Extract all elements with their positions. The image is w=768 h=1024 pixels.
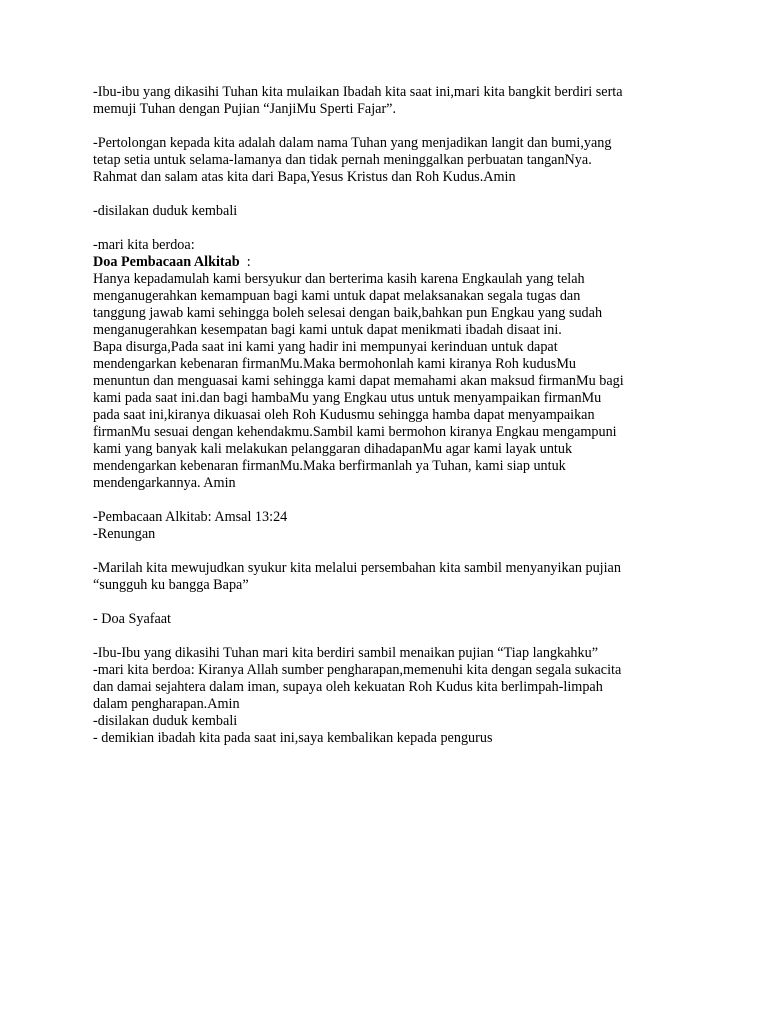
text-line: menganugerahkan kemampuan bagi kami untuk dapat melaksanakan segala tugas dan [93,288,581,304]
text-line: -Pembacaan Alkitab: Amsal 13:24 [93,509,288,525]
paragraph-spacer [93,186,733,203]
text-line: menganugerahkan kesempatan bagi kami untuk dapat menikmati ibadah disaat ini. [93,322,562,338]
text-line: -mari kita berdoa: Kiranya Allah sumber pengharapan,memenuhi kita dengan segala sukacita [93,662,622,678]
prayer-heading-colon: : [239,254,251,270]
paragraph-spacer [93,492,733,509]
text-line: -mari kita berdoa: [93,237,195,253]
text-line: memuji Tuhan dengan Pujian “JanjiMu Sperti Fajar”. [93,101,397,117]
paragraph-spacer [93,118,733,135]
text-line: - demikian ibadah kita pada saat ini,saya kembalikan kepada pengurus [93,730,493,746]
text-line: -Ibu-Ibu yang dikasihi Tuhan mari kita berdiri sambil menaikan pujian “Tiap langkahku” [93,645,599,661]
text-line: -Marilah kita mewujudkan syukur kita melalui persembahan kita sambil menyanyikan pujian [93,560,621,576]
text-line: firmanMu sesuai dengan kehendakmu.Sambil kami bermohon kiranya Engkau mengampuni [93,424,617,440]
text-line: mendengarkannya. Amin [93,475,236,491]
text-line: dalam pengharapan.Amin [93,696,240,712]
prayer-heading-title: Doa Pembacaan Alkitab [93,254,240,270]
text-line: -Pertolongan kepada kita adalah dalam nama Tuhan yang menjadikan langit dan bumi,yang [93,135,612,151]
text-line: pada saat ini,kiranya dikuasai oleh Roh Kudusmu sehingga hamba dapat menyampaikan [93,407,595,423]
text-line: menuntun dan menguasai kami sehingga kami dapat memahami akan maksud firmanMu bagi [93,373,624,389]
text-line: tanggung jawab kami sehingga boleh selesai dengan baik,bahkan pun Engkau yang sudah [93,305,603,321]
text-line: - Doa Syafaat [93,611,171,627]
paragraph-spacer [93,594,733,611]
paragraph-spacer [93,543,733,560]
closing-paragraph [93,645,733,747]
text-line: “sungguh ku bangga Bapa” [93,577,249,593]
text-line: -Renungan [93,526,156,542]
reading-paragraph [93,509,733,543]
text-line: dan damai sejahtera dalam iman, supaya oleh kekuatan Roh Kudus kita berlimpah-limpah [93,679,603,695]
text-line: mendengarkan kebenaran firmanMu.Maka berfirmanlah ya Tuhan, kami siap untuk [93,458,566,474]
text-line: Rahmat dan salam atas kita dari Bapa,Yesus Kristus dan Roh Kudus.Amin [93,169,516,185]
text-line: -disilakan duduk kembali [93,203,238,219]
paragraph-spacer [93,628,733,645]
intercession-paragraph [93,611,733,628]
sit-instruction-paragraph [93,203,733,220]
document-page [93,84,733,747]
text-line: mendengarkan kebenaran firmanMu.Maka bermohonlah kami kiranya Roh kudusMu [93,356,577,372]
text-line: -disilakan duduk kembali [93,713,238,729]
prayer-paragraph [93,237,733,492]
votum-paragraph [93,135,733,186]
prayer-heading [93,254,733,271]
text-line: Bapa disurga,Pada saat ini kami yang hadir ini mempunyai kerinduan untuk dapat [93,339,558,355]
text-line: kami pada saat ini.dan bagi hambaMu yang Engkau utus untuk menyampaikan firmanMu [93,390,602,406]
opening-paragraph [93,84,733,118]
text-line: -Ibu-ibu yang dikasihi Tuhan kita mulaikan Ibadah kita saat ini,mari kita bangkit berdiri serta [93,84,623,100]
text-line: kami yang banyak kali melakukan pelanggaran dihadapanMu agar kami layak untuk [93,441,573,457]
offering-paragraph [93,560,733,594]
text-line: tetap setia untuk selama-lamanya dan tidak pernah meninggalkan perbuatan tanganNya. [93,152,592,168]
paragraph-spacer [93,220,733,237]
text-line: Hanya kepadamulah kami bersyukur dan berterima kasih karena Engkaulah yang telah [93,271,585,287]
